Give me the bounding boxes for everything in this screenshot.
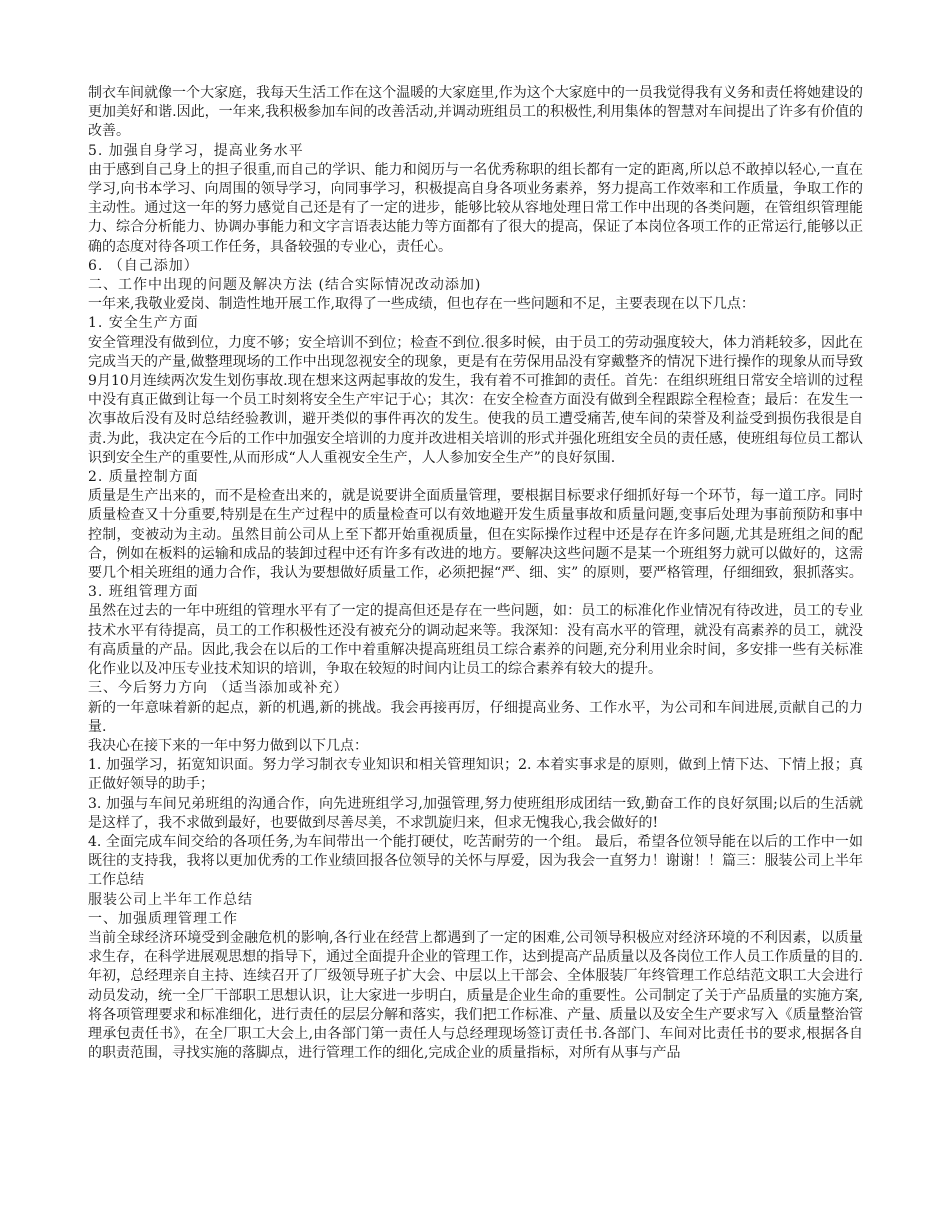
- paragraph: 由于感到自己身上的担子很重,而自己的学识、能力和阅历与一名优秀称职的组长都有一定的距离,所以总不敢掉以轻心,一直在学习,向书本学习、向周围的领导学习，向同事学习，积极提高自身各项业务素养，努力提高工作效率和工作质量，争取工作的主动性。通过这一年的努力感觉自己还是有了一定的进步，能够比较从容地处理日常工作中出现的各类问题，在管组织管理能力、综合分析能力、协调办事能力和文字言语表达能力等方面都有了很大的提高，保证了本岗位各项工作的正常运行,能够以正确的态度对待各项工作任务，具备较强的专业心，责任心。: [88, 161, 863, 255]
- paragraph: 制衣车间就像一个大家庭，我每天生活工作在这个温暖的大家庭里,作为这个大家庭中的一员我觉得我有义务和责任将她建设的更加美好和谐.因此，一年来,我积极参加车间的改善活动,并调动班组员工的积极性,利用集体的智慧对车间提出了许多有价值的改善。: [88, 85, 863, 140]
- paragraph: 3. 加强与车间兄弟班组的沟通合作，向先进班组学习,加强管理,努力使班组形成团结一致,勤奋工作的良好氛围;以后的生活就是这样了，我不求做到最好，也要做到尽善尽美，不求凯旋归来，但求无愧我心,我会做好的!: [88, 795, 863, 831]
- paragraph: 1. 加强学习，拓宽知识面。努力学习制衣专业知识和相关管理知识；2. 本着实事求是的原则，做到上情下达、下情上报；真正做好领导的助手；: [88, 757, 863, 793]
- paragraph: 4. 全面完成车间交给的各项任务,为车间带出一个能打硬仗，吃苦耐劳的一个组。 最后，希望各位领导能在以后的工作中一如既往的支持我，我将以更加优秀的工作业绩回报各位领导的关怀与厚爱，因为我会一直努力！谢谢！！篇三：服装公司上半年工作总结: [88, 833, 863, 889]
- section-heading: 5. 加强自身学习，提高业务水平: [88, 142, 304, 159]
- paragraph: 当前全球经济环境受到金融危机的影响,各行业在经营上都遇到了一定的困难,公司领导积极应对经济环境的不利因素，以质量求生存，在科学进展观思想的指导下，通过全面提升企业的管理工作，达到提高产品质量以及各岗位工作人员工作质量的目的.年初，总经理亲自主持、连续召开了厂级领导班子扩大会、中层以上干部会、全体服装厂年终管理工作总结范文职工大会进行动员发动，统一全厂干部职工思想认识，让大家进一步明白，质量是企业生命的重要性。公司制定了关于产品质量的实施方案,将各项管理要求和标准细化，进行责任的层层分解和落实，我们把工作标准、产量、质量以及安全生产要求写入《质量整治管理承包责任书》，在全厂职工大会上,由各部门第一责任人与总经理现场签订责任书.各部门、车间对比责任书的要求,根据各自的职责范围，寻找实施的落脚点，进行管理工作的细化,完成企业的质量指标，对所有从事与产品: [88, 929, 863, 1062]
- section-heading: 2. 质量控制方面: [88, 469, 199, 486]
- section-heading: 3. 班组管理方面: [88, 584, 199, 601]
- paragraph: 新的一年意味着新的起点，新的机遇,新的挑战。我会再接再厉，仔细提高业务、工作水平，为公司和车间进展,贡献自己的力量.: [88, 699, 863, 735]
- section-heading: 三、今后努力方向 （适当添加或补充）: [88, 680, 349, 697]
- paragraph: 质量是生产出来的，而不是检查出来的，就是说要讲全面质量管理，要根据目标要求仔细抓好每一个环节，每一道工序。同时质量检查又十分重要,特别是在生产过程中的质量检查可以有效地避开发生质量事故和质量问题,变事后处理为事前预防和事中控制，变被动为主动。虽然目前公司从上至下都开始重视质量，但在实际操作过程中还是存在许多问题,尤其是班组之间的配合，例如在板料的运输和成品的装卸过程中还有许多有改进的地方。要解决这些问题不是某一个班组努力就可以做好的，这需要几个相关班组的通力合作，我认为要想做好质量工作，必须把握“严、细、实” 的原则，要严格管理，仔细细致，狠抓落实。: [88, 488, 863, 582]
- paragraph: 虽然在过去的一年中班组的管理水平有了一定的提高但还是存在一些问题，如：员工的标准化作业情况有待改进，员工的专业技术水平有待提高，员工的工作积极性还没有被充分的调动起来等。我深知：没有高水平的管理，就没有高素养的员工，就没有高质量的产品。因此,我会在以后的工作中着重解决提高班组员工综合素养的问题,充分利用业余时间，多安排一些有关标准化作业以及冲压专业技术知识的培训，争取在较短的时间内让员工的综合素养有较大的提升。: [88, 603, 863, 678]
- section-heading: 一、加强质理管理工作: [88, 910, 238, 927]
- document-page: [88, 84, 863, 1063]
- paragraph: 安全管理没有做到位，力度不够；安全培训不到位；检查不到位.很多时候，由于员工的劳动强度较大，体力消耗较多，因此在完成当天的产量,做整理现场的工作中出现忽视安全的现象，更是有在劳保用品没有穿戴整齐的情况下进行操作的现象从而导致9月10月连续两次发生划伤事故.现在想来这两起事故的发生，我有着不可推卸的责任。首先：在组织班组日常安全培训的过程中没有真正做到让每一个员工时刻将安全生产牢记于心；其次：在安全检查方面没有做到全程跟踪全程检查；最后：在发生一次事故后没有及时总结经验教训，避开类似的事件再次的发生。使我的员工遭受痛苦,使车间的荣誉及利益受到损伤我很是自责.为此，我决定在今后的工作中加强安全培训的力度并改进相关培训的形式并强化班组安全员的责任感，使班组每位员工都认识到安全生产的重要性,从而形成“人人重视安全生产，人人参加安全生产”的良好氛围.: [88, 334, 863, 466]
- section-heading: 二、工作中出现的问题及解决方法 (结合实际情况改动添加): [88, 277, 482, 294]
- section-heading: 1. 安全生产方面: [88, 315, 199, 332]
- section-heading: 服装公司上半年工作总结: [88, 891, 253, 908]
- paragraph: 一年来,我敬业爱岗、制造性地开展工作,取得了一些成绩，但也存在一些问题和不足，主要表现在以下几点：: [88, 296, 755, 313]
- paragraph: 我决心在接下来的一年中努力做到以下几点：: [88, 737, 368, 754]
- section-heading: 6. （自己添加）: [88, 257, 199, 274]
